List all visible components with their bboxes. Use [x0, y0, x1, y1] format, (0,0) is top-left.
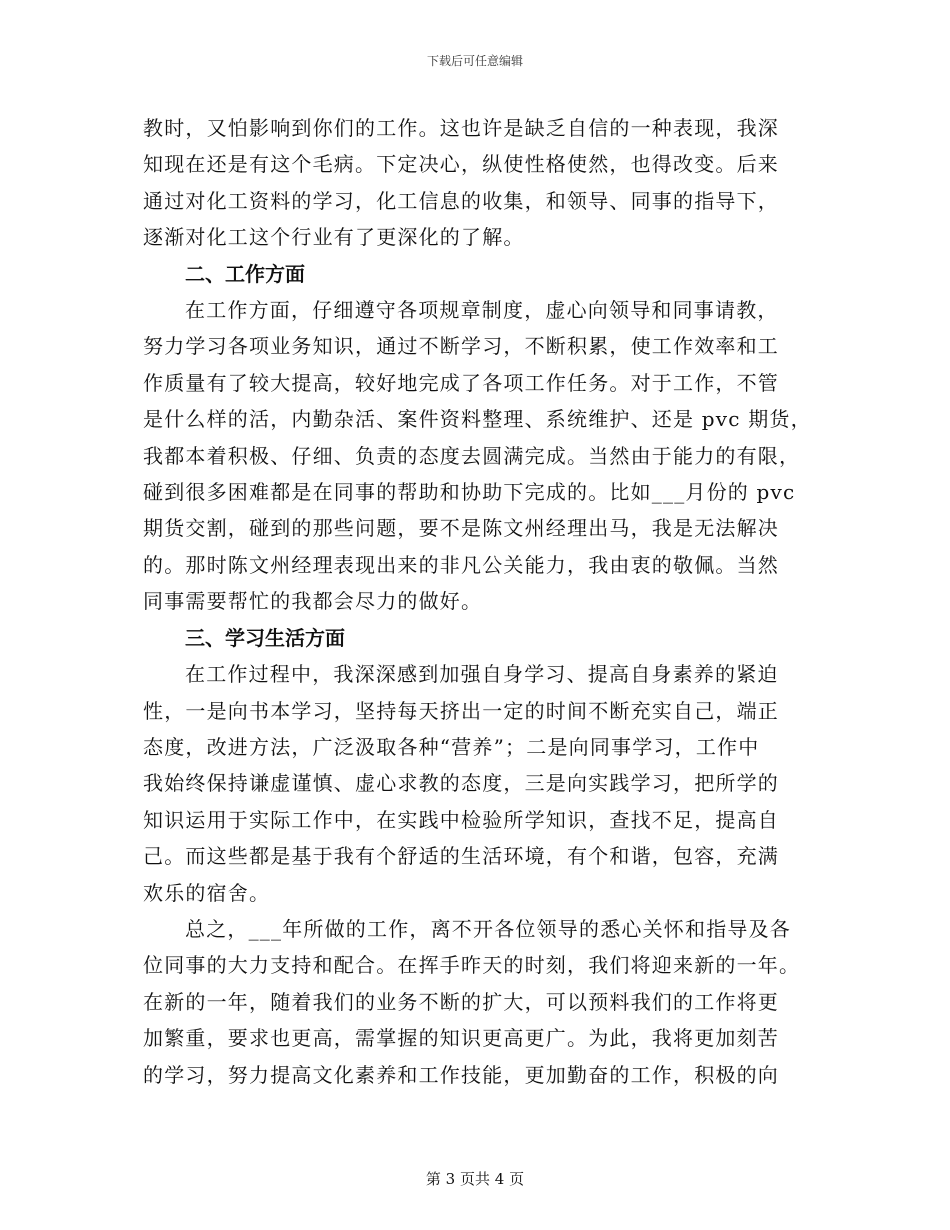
text-line: 的学习，努力提高文化素养和工作技能，更加勤奋的工作，积极的向: [143, 1062, 779, 1087]
text-line: 是什么样的活，内勤杂活、案件资料整理、系统维护、还是 pvc 期货，: [143, 407, 812, 432]
text-line: 知识运用于实际工作中，在实践中检验所学知识，查找不足，提高自: [143, 807, 779, 832]
page-number: 第 3 页共 4 页: [425, 1170, 525, 1188]
page-header: 下载后可任意编辑: [426, 54, 523, 68]
text-line: 在工作方面，仔细遵守各项规章制度，虚心向领导和同事请教，: [185, 298, 779, 323]
text-line: 己。而这些都是基于我有个舒适的生活环境，有个和谐，包容，充满: [143, 844, 779, 869]
text-line: 在工作过程中，我深深感到加强自身学习、提高自身素养的紧迫: [185, 662, 779, 687]
text-line: 知现在还是有这个毛病。下定决心，纵使性格使然，也得改变。后来: [143, 152, 779, 177]
text-line: 性，一是向书本学习，坚持每天挤出一定的时间不断充实自己，端正: [143, 698, 779, 723]
section-heading-study-life: 三、学习生活方面: [185, 625, 345, 650]
text-line: 期货交割，碰到的那些问题，要不是陈文州经理出马，我是无法解决: [143, 516, 779, 541]
document-body: [143, 110, 812, 1093]
text-line: 我始终保持谦虚谨慎、虚心求教的态度，三是向实践学习，把所学的: [143, 771, 779, 796]
section-heading-work: 二、工作方面: [185, 261, 305, 286]
text-line: 努力学习各项业务知识，通过不断学习，不断积累，使工作效率和工: [143, 334, 779, 359]
text-line: 欢乐的宿舍。: [143, 880, 271, 905]
text-line: 总之，___年所做的工作，离不开各位领导的悉心关怀和指导及各: [185, 916, 791, 941]
text-line: 同事需要帮忙的我都会尽力的做好。: [143, 589, 483, 614]
text-line: 我都本着积极、仔细、负责的态度去圆满完成。当然由于能力的有限，: [143, 443, 801, 468]
text-line: 碰到很多困难都是在同事的帮助和协助下完成的。比如___月份的 pvc: [143, 480, 796, 505]
text-line: 的。那时陈文州经理表现出来的非凡公关能力，我由衷的敬佩。当然: [143, 552, 779, 577]
text-line: 位同事的大力支持和配合。在挥手昨天的时刻，我们将迎来新的一年。: [143, 953, 801, 978]
text-line: 在新的一年，随着我们的业务不断的扩大，可以预料我们的工作将更: [143, 989, 779, 1014]
text-line: 逐渐对化工这个行业有了更深化的了解。: [143, 225, 525, 250]
text-line: 通过对化工资料的学习，化工信息的收集，和领导、同事的指导下，: [143, 188, 779, 213]
text-line: 态度，改进方法，广泛汲取各种“营养”；二是向同事学习，工作中: [143, 734, 760, 759]
text-line: 加繁重，要求也更高，需掌握的知识更高更广。为此，我将更加刻苦: [143, 1026, 779, 1051]
text-line: 作质量有了较大提高，较好地完成了各项工作任务。对于工作，不管: [143, 370, 779, 395]
text-line: 教时，又怕影响到你们的工作。这也许是缺乏自信的一种表现，我深: [143, 116, 779, 140]
